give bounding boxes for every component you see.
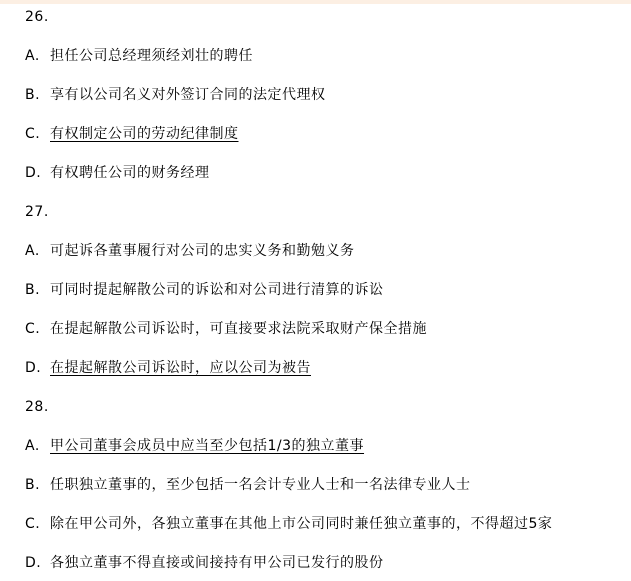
question-number-26: 26. <box>25 9 49 25</box>
option-text: 享有以公司名义对外签订合同的法定代理权 <box>50 87 326 103</box>
option-text: 有权制定公司的劳动纪律制度 <box>50 126 239 142</box>
option-letter: B. <box>25 87 41 103</box>
option-row-28-d[interactable] <box>25 554 621 573</box>
option-letter: A. <box>25 243 40 259</box>
option-text: 甲公司董事会成员中应当至少包括1/3的独立董事 <box>50 438 365 454</box>
option-row-26-b[interactable] <box>25 86 621 105</box>
option-letter: A. <box>25 48 40 64</box>
option-letter: C. <box>25 516 41 532</box>
option-letter: D. <box>25 360 42 376</box>
option-letter: D. <box>25 165 42 181</box>
question-number-27: 27. <box>25 204 49 220</box>
option-row-27-d[interactable] <box>25 359 621 378</box>
option-letter: B. <box>25 477 41 493</box>
option-row-26-d[interactable] <box>25 164 621 183</box>
option-text: 任职独立董事的，至少包括一名会计专业人士和一名法律专业人士 <box>50 477 471 493</box>
option-letter: C. <box>25 321 41 337</box>
option-row-27-b[interactable] <box>25 281 621 300</box>
option-text: 可同时提起解散公司的诉讼和对公司进行清算的诉讼 <box>50 282 384 298</box>
option-row-26-a[interactable] <box>25 47 621 66</box>
option-letter: D. <box>25 555 42 571</box>
option-row-27-a[interactable] <box>25 242 621 261</box>
option-text: 在提起解散公司诉讼时，可直接要求法院采取财产保全措施 <box>50 321 427 337</box>
option-text: 各独立董事不得直接或间接持有甲公司已发行的股份 <box>50 555 384 571</box>
option-text: 有权聘任公司的财务经理 <box>50 165 210 181</box>
option-row-28-a[interactable] <box>25 437 621 456</box>
option-text: 担任公司总经理须经刘壮的聘任 <box>50 48 253 64</box>
option-text: 除在甲公司外，各独立董事在其他上市公司同时兼任独立董事的，不得超过5家 <box>50 516 553 532</box>
option-row-27-c[interactable] <box>25 320 621 339</box>
option-letter: B. <box>25 282 41 298</box>
option-row-28-b[interactable] <box>25 476 621 495</box>
option-text: 可起诉各董事履行对公司的忠实义务和勤勉义务 <box>50 243 355 259</box>
option-text: 在提起解散公司诉讼时，应以公司为被告 <box>50 360 311 376</box>
question-number-28: 28. <box>25 399 49 415</box>
option-row-26-c[interactable] <box>25 125 621 144</box>
option-row-28-c[interactable] <box>25 515 621 534</box>
question-list <box>0 4 631 573</box>
option-letter: C. <box>25 126 41 142</box>
option-letter: A. <box>25 438 40 454</box>
